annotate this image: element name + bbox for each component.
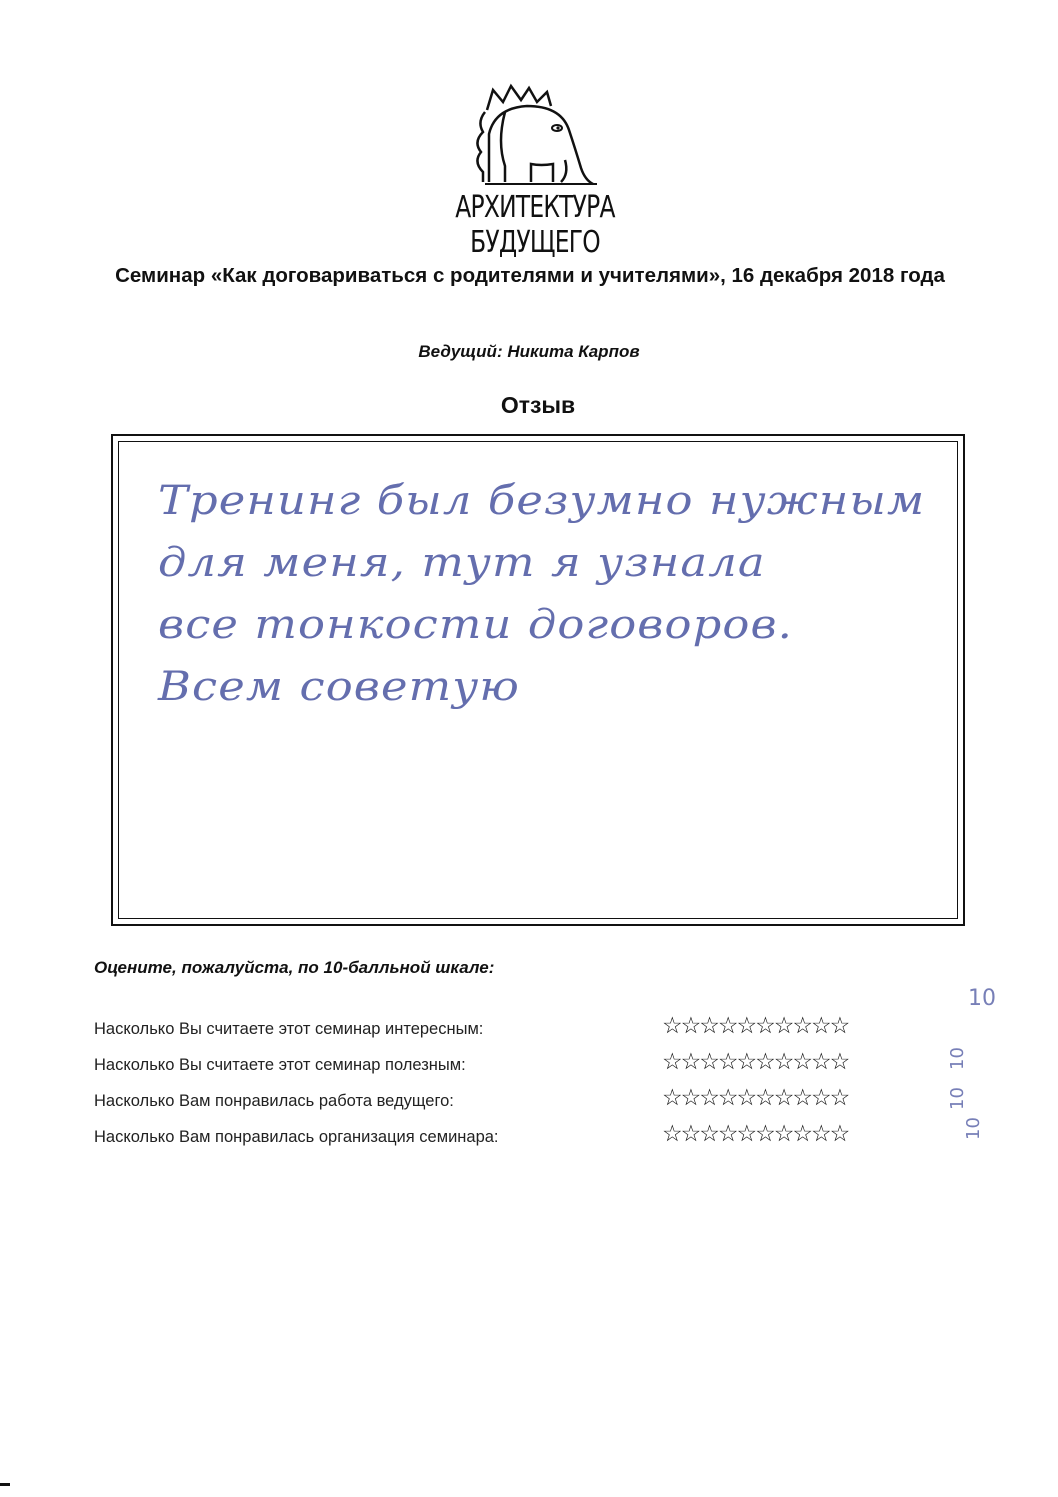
review-line: Всем советую	[158, 664, 520, 710]
presenter-name: Ведущий: Никита Карпов	[418, 342, 640, 361]
rating-question: Насколько Вам понравилась работа ведущего:	[94, 1092, 454, 1110]
star-rating-row[interactable]: ☆☆☆☆☆☆☆☆☆☆	[662, 1121, 849, 1147]
seminar-title: Семинар «Как договариваться с родителями и учителями», 16 декабря 2018 года	[115, 264, 945, 287]
star-rating-row[interactable]: ☆☆☆☆☆☆☆☆☆☆	[662, 1085, 849, 1111]
scan-edge-mark	[0, 1483, 10, 1486]
rating-prompt: Оцените, пожалуйста, по 10-балльной шкале:	[94, 958, 495, 977]
rating-question: Насколько Вы считаете этот семинар полезным:	[94, 1056, 466, 1074]
rating-stars	[662, 1012, 992, 1156]
rating-question: Насколько Вы считаете этот семинар интересным:	[94, 1020, 484, 1038]
review-line: все тонкости договоров.	[158, 602, 794, 648]
handwritten-score: 10	[962, 1117, 984, 1140]
review-line: для меня, тут я узнала	[158, 540, 766, 586]
star-rating-row[interactable]: ☆☆☆☆☆☆☆☆☆☆	[662, 1013, 849, 1039]
rating-questions	[94, 1018, 634, 1162]
review-heading: Отзыв	[500, 392, 576, 418]
star-rating-row[interactable]: ☆☆☆☆☆☆☆☆☆☆	[662, 1049, 849, 1075]
elephant-logo-icon	[465, 82, 605, 192]
handwritten-score: 10	[946, 1047, 968, 1070]
handwritten-score: 10	[946, 1087, 968, 1110]
logo-text: АРХИТЕКТУРА БУДУЩЕГО	[455, 190, 615, 260]
handwritten-score: 10	[968, 986, 996, 1011]
rating-question: Насколько Вам понравилась организация семинара:	[94, 1128, 499, 1146]
logo	[385, 82, 685, 260]
handwritten-review	[158, 470, 1043, 718]
review-line: Тренинг был безумно нужным	[158, 478, 926, 524]
